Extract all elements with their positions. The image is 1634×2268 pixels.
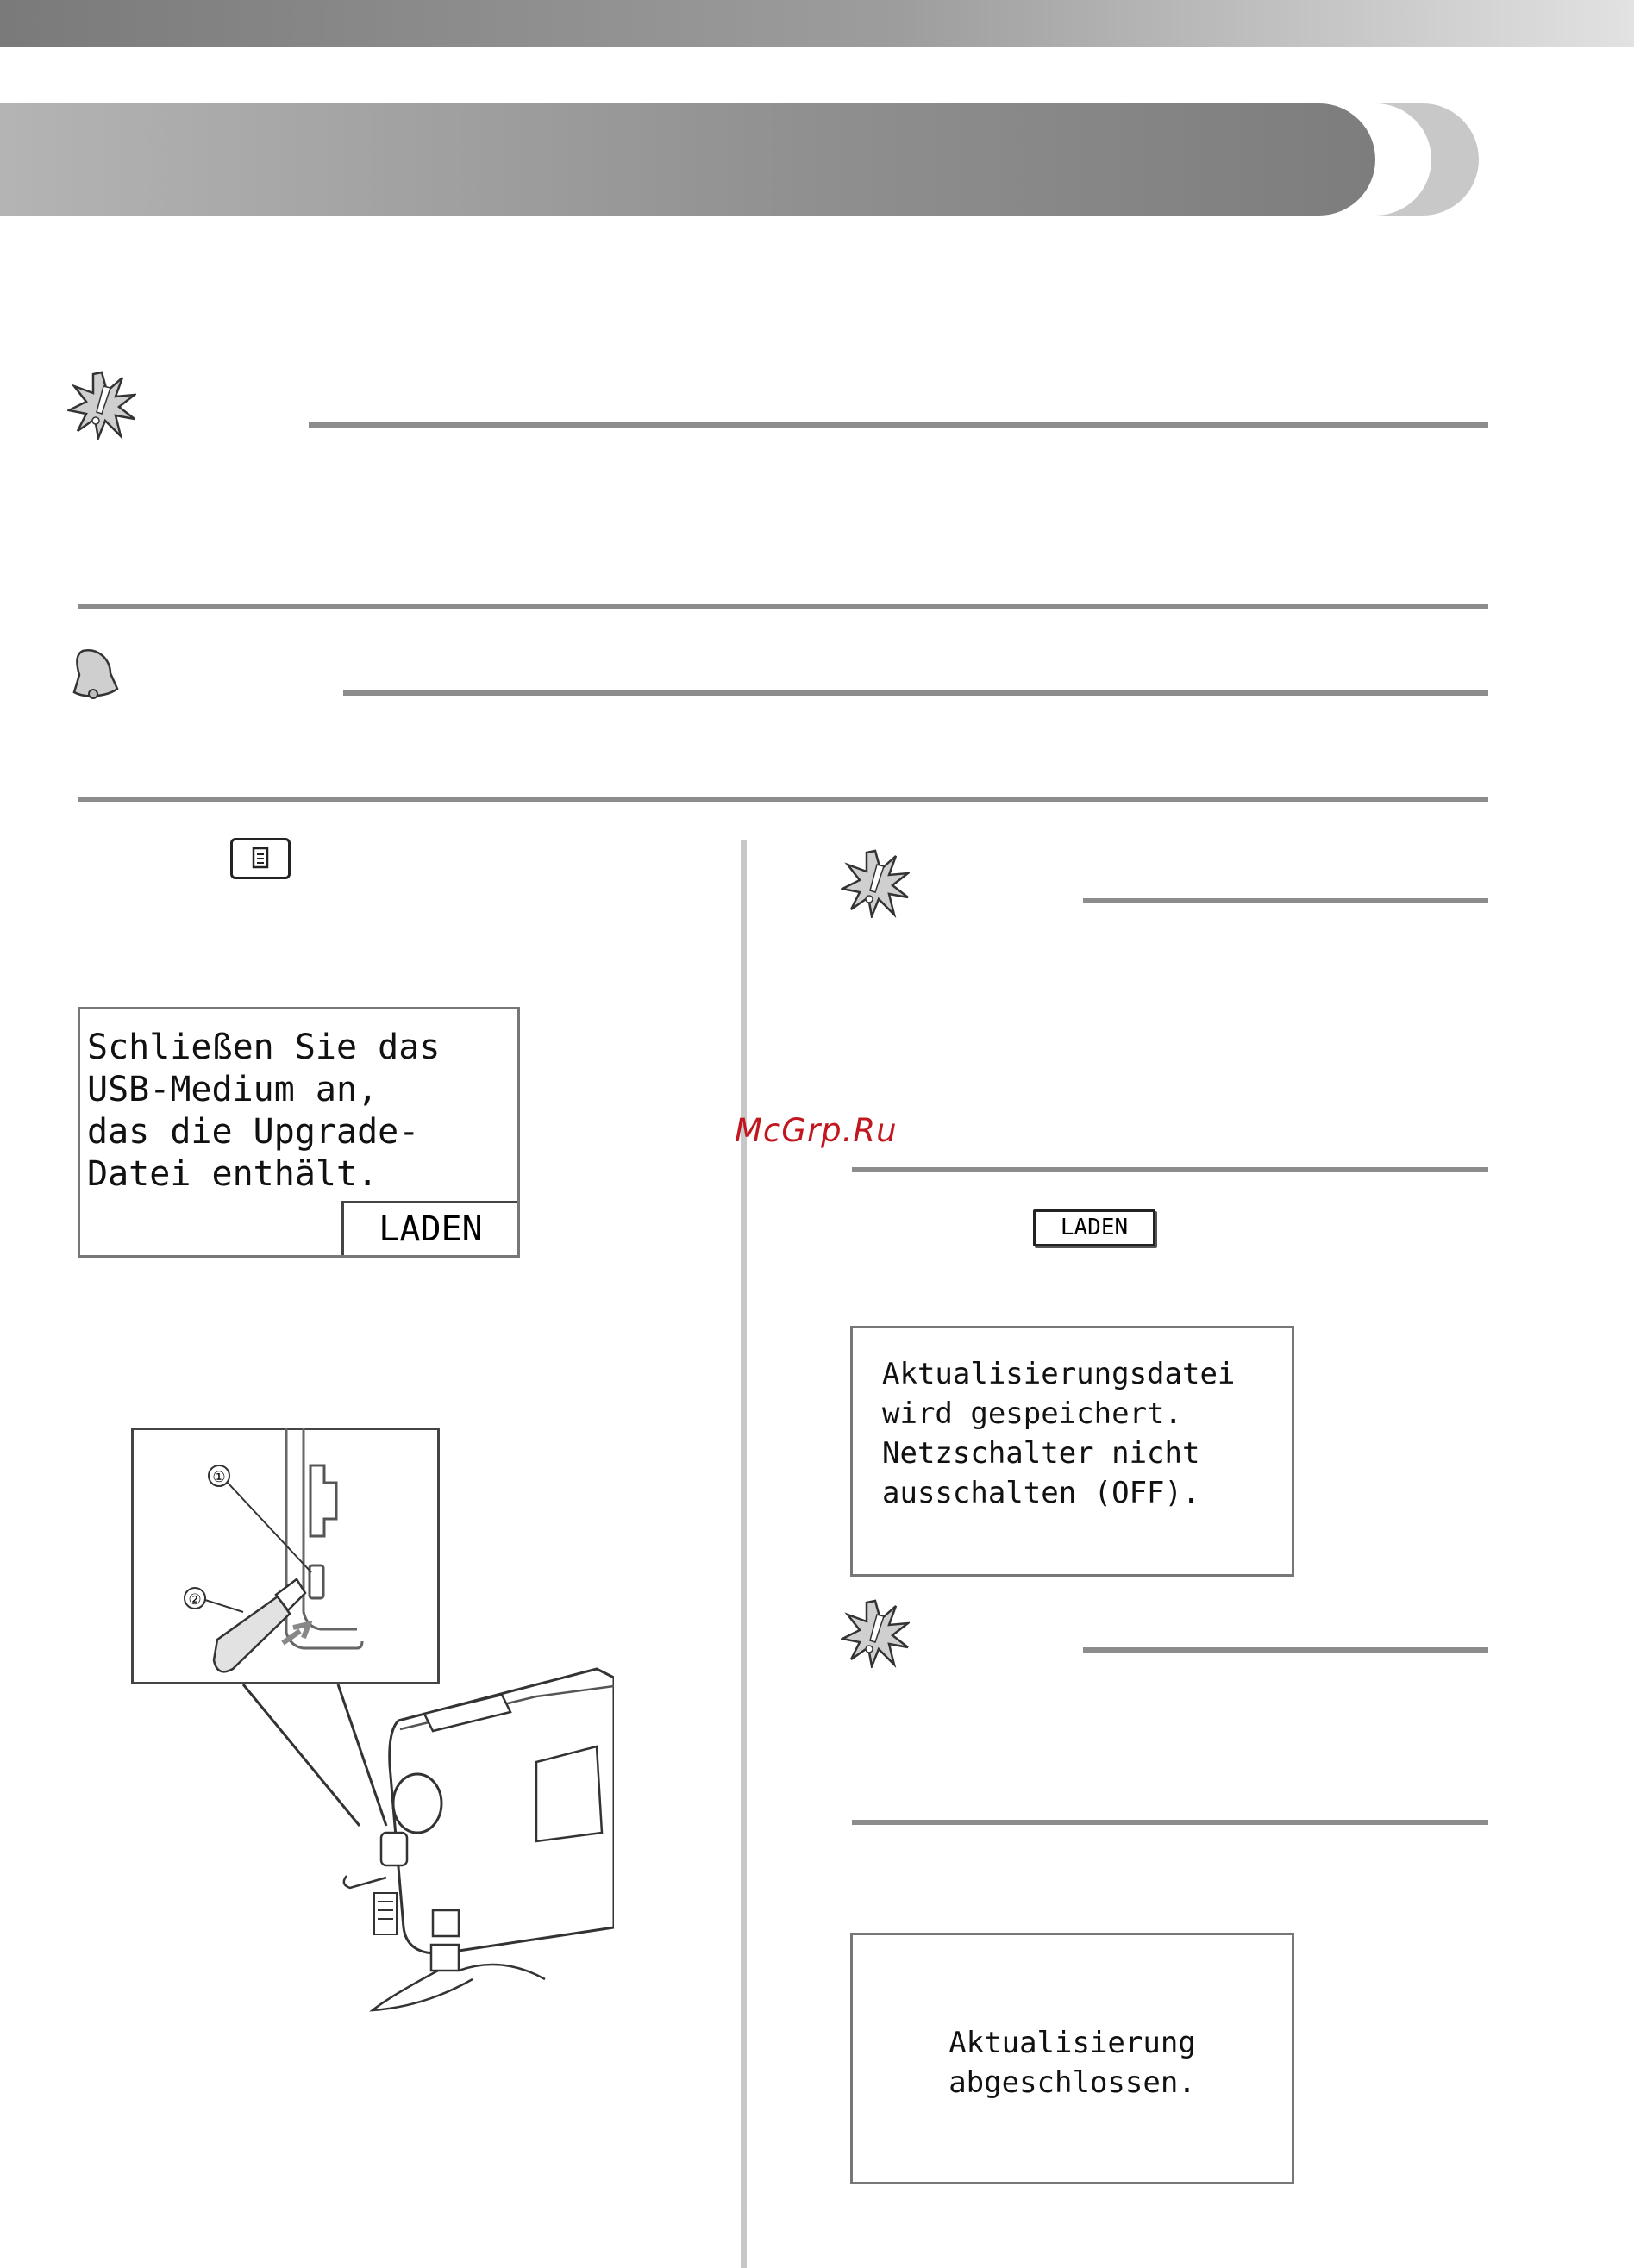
document-key-icon[interactable] [230,838,291,879]
important-3-rule-top [1083,1647,1488,1653]
column-divider [741,840,747,2268]
callout-2-label: ② [188,1591,202,1609]
important-rule-top [309,422,1488,428]
laden-key-button[interactable]: LADEN [1033,1209,1155,1246]
top-header-bar [0,0,1634,47]
watermark-text: McGrp.Ru [735,1112,898,1149]
section-title-bar [0,103,1375,216]
memo-rule-top [343,690,1488,696]
lcd-screen-update-complete: Aktualisierung abgeschlossen. [850,1933,1294,2184]
lcd-screen-insert-usb: Schließen Sie das USB-Medium an, das die Upgrade- Datei enthält. [78,1007,520,1258]
important-3-rule-bottom [852,1820,1488,1825]
memo-bell-icon [67,644,124,701]
important-burst-icon [67,371,136,440]
sewing-machine-usb-illustration [131,1428,614,2031]
important-burst-icon-2 [841,849,910,918]
important-2-rule-top [1083,898,1488,903]
memo-rule-bottom [78,797,1488,802]
important-burst-icon-3 [841,1599,910,1668]
important-2-rule-bottom [852,1167,1488,1172]
lcd-laden-button[interactable]: LADEN [341,1201,517,1255]
lcd-screen-saving-update: Aktualisierungsdatei wird gespeichert. Netzschalter nicht ausschalten (OFF). [850,1326,1294,1577]
callout-1-label: ① [212,1469,226,1486]
important-rule-bottom [78,604,1488,609]
